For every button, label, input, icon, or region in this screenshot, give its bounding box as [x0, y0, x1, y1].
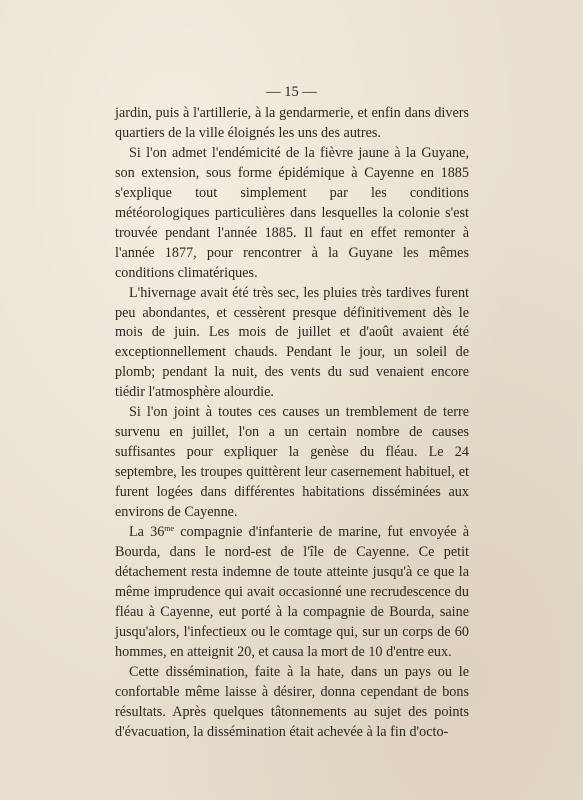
paragraph-5 — [115, 523, 469, 663]
body-text — [115, 104, 469, 743]
paragraph-5-prefix: La 36 — [129, 524, 165, 541]
ordinal-superscript: me — [164, 524, 175, 534]
page-number: — 15 — — [266, 84, 317, 100]
paragraph-5-text: compagnie d'infanterie de marine, fut envoyée à Bourda, dans le nord-est de l'île de Cayenne. Ce petit détachement resta indemne de toute atteinte jusqu'à ce que la même imprudence qui avait occasionné une recrudescence du fléau à Cayenne, eut porté à la compagnie de Bourda, saine jusqu'alors, l'infectieux ou le comtage qui, sur un corps de 60 hommes, en atteignit 20, et causa la mort de 10 d'entre eux. — [115, 524, 469, 660]
paragraph-3: L'hivernage avait été très sec, les pluies très tardives furent peu abondantes, et cessèrent presque définitivement dès le mois de juin. Les mois de juillet et d'août avaient été exceptionnellement chauds. Pendant le jour, un soleil de plomb; pendant la nuit, des vents du sud venaient encore tiédir l'atmosphère alourdie. — [115, 284, 469, 401]
paragraph-6: Cette dissémination, faite à la hate, dans un pays ou le confortable même laisse à désirer, donna cependant de bons résultats. Après quelques tâtonnements au sujet des points d'évacuation, la dissémination était achevée à la fin d'octo- — [115, 663, 469, 740]
paragraph-4: Si l'on joint à toutes ces causes un tremblement de terre survenu en juillet, l'on a un certain nombre de causes suffisantes pour expliquer la genèse du fléau. Le 24 septembre, les troupes quittèrent leur casernement habituel, et furent logées dans différentes habitations disséminées aux environs de Cayenne. — [115, 404, 469, 521]
paragraph-2: Si l'on admet l'endémicité de la fièvre jaune à la Guyane, son extension, sous forme épidémique à Cayenne en 1885 s'explique tout simplement par les conditions météorologiques particulières dans lesquelles la colonie s'est trouvée pendant l'année 1885. Il faut en effet remonter à l'année 1877, pour rencontrer à la Guyane les mêmes conditions climatériques. — [115, 144, 469, 281]
paragraph-1: jardin, puis à l'artillerie, à la gendarmerie, et enfin dans divers quartiers de la ville éloignés les uns des autres. — [115, 105, 469, 141]
